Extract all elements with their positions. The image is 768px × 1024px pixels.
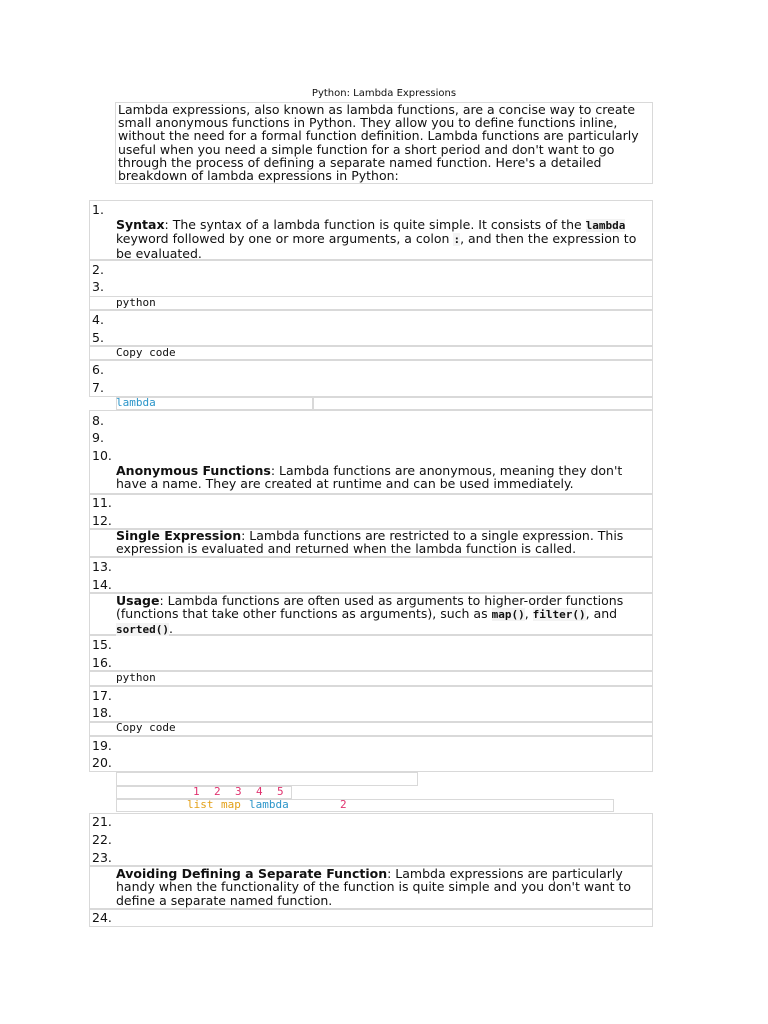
syntax-heading: Syntax <box>116 217 165 232</box>
avoiding-paragraph <box>116 867 652 907</box>
list-number: 14. <box>92 577 112 592</box>
row-box <box>89 260 653 297</box>
inline-code: lambda <box>585 219 626 232</box>
page-title: Python: Lambda Expressions <box>311 88 457 99</box>
list-number: 10. <box>92 448 112 463</box>
code-number: 2 <box>214 785 221 798</box>
row-box <box>89 671 653 686</box>
code-keyword: lambda <box>249 798 289 811</box>
usage-text: : Lambda functions are often used as arguments to higher-order functions (functions that take other functions as arguments), such as <box>116 593 624 622</box>
list-number: 7. <box>92 380 104 395</box>
usage-heading: Usage <box>116 593 160 608</box>
list-number: 2. <box>92 262 104 277</box>
code-number: 4 <box>256 785 263 798</box>
list-number: 22. <box>92 832 112 847</box>
list-number: 6. <box>92 362 104 377</box>
avoiding-text: : Lambda expressions are particularly handy when the functionality of the function is quite simple and you don't want to define a separate named function. <box>116 866 632 908</box>
row-box <box>89 813 653 866</box>
usage-paragraph <box>116 594 652 636</box>
code-keyword: lambda <box>116 396 156 409</box>
avoiding-heading: Avoiding Defining a Separate Function <box>116 866 388 881</box>
code-divider <box>312 397 314 410</box>
list-number: 23. <box>92 850 112 865</box>
code-builtin: map <box>221 798 241 811</box>
syntax-text: keyword followed by one or more arguments, a colon <box>116 231 454 247</box>
list-number: 8. <box>92 413 104 428</box>
usage-text: , and <box>585 606 618 622</box>
code-language-label: python <box>116 671 156 684</box>
usage-text: . <box>168 620 173 636</box>
code-number: 5 <box>277 785 284 798</box>
anonymous-paragraph <box>116 464 652 491</box>
list-number: 17. <box>92 688 112 703</box>
list-number: 16. <box>92 655 112 670</box>
row-box <box>89 494 653 529</box>
list-number: 1. <box>92 202 104 217</box>
copy-code-button[interactable]: Copy code <box>116 721 176 734</box>
list-number: 20. <box>92 755 112 770</box>
code-language-label: python <box>116 296 156 309</box>
list-number: 13. <box>92 559 112 574</box>
row-box <box>89 635 653 671</box>
syntax-paragraph <box>116 218 652 260</box>
list-number: 3. <box>92 279 104 294</box>
row-box <box>89 310 653 346</box>
single-expression-text: : Lambda functions are restricted to a single expression. This expression is evaluated and returned when the lambda function is called. <box>116 528 624 557</box>
single-expression-paragraph <box>116 529 652 556</box>
list-number: 9. <box>92 430 104 445</box>
row-box <box>89 557 653 593</box>
intro-paragraph: Lambda expressions, also known as lambda functions, are a concise way to create small anonymous functions in Python. They allow you to define functions inline, without the need for a formal function definition. Lambda functions are particularly useful when you need a simple function for a short period and don't want to go through the process of defining a separate named function. Here's a detailed breakdown of lambda expressions in Python: <box>115 102 653 184</box>
inline-code: filter() <box>532 608 586 622</box>
row-box <box>89 909 653 927</box>
list-number: 24. <box>92 910 112 925</box>
row-box <box>89 296 653 310</box>
inline-code: sorted() <box>116 622 169 636</box>
code-number: 1 <box>193 785 200 798</box>
row-box <box>89 360 653 397</box>
list-number: 5. <box>92 330 104 345</box>
code-number: 2 <box>340 798 347 811</box>
list-number: 11. <box>92 495 112 510</box>
copy-code-button[interactable]: Copy code <box>116 346 176 359</box>
syntax-text: : The syntax of a lambda function is quite simple. It consists of the <box>164 217 586 232</box>
syntax-text: , and then the expression to be evaluated. <box>116 231 637 261</box>
anonymous-heading: Anonymous Functions <box>116 463 271 478</box>
usage-text: , <box>524 606 533 622</box>
code-builtin: list <box>187 798 214 811</box>
list-number: 21. <box>92 814 112 829</box>
single-expression-heading: Single Expression <box>116 528 242 543</box>
list-number: 18. <box>92 705 112 720</box>
list-number: 19. <box>92 738 112 753</box>
inline-code: : <box>453 233 461 247</box>
list-number: 4. <box>92 312 104 327</box>
list-number: 15. <box>92 637 112 652</box>
code-number: 3 <box>235 785 242 798</box>
row-box <box>89 736 653 772</box>
code-box <box>116 772 418 786</box>
row-box <box>89 686 653 722</box>
list-number: 12. <box>92 513 112 528</box>
anonymous-text: : Lambda functions are anonymous, meaning they don't have a name. They are created at runtime and can be used immediately. <box>116 463 623 492</box>
inline-code: map() <box>491 608 525 622</box>
code-box <box>116 397 653 410</box>
